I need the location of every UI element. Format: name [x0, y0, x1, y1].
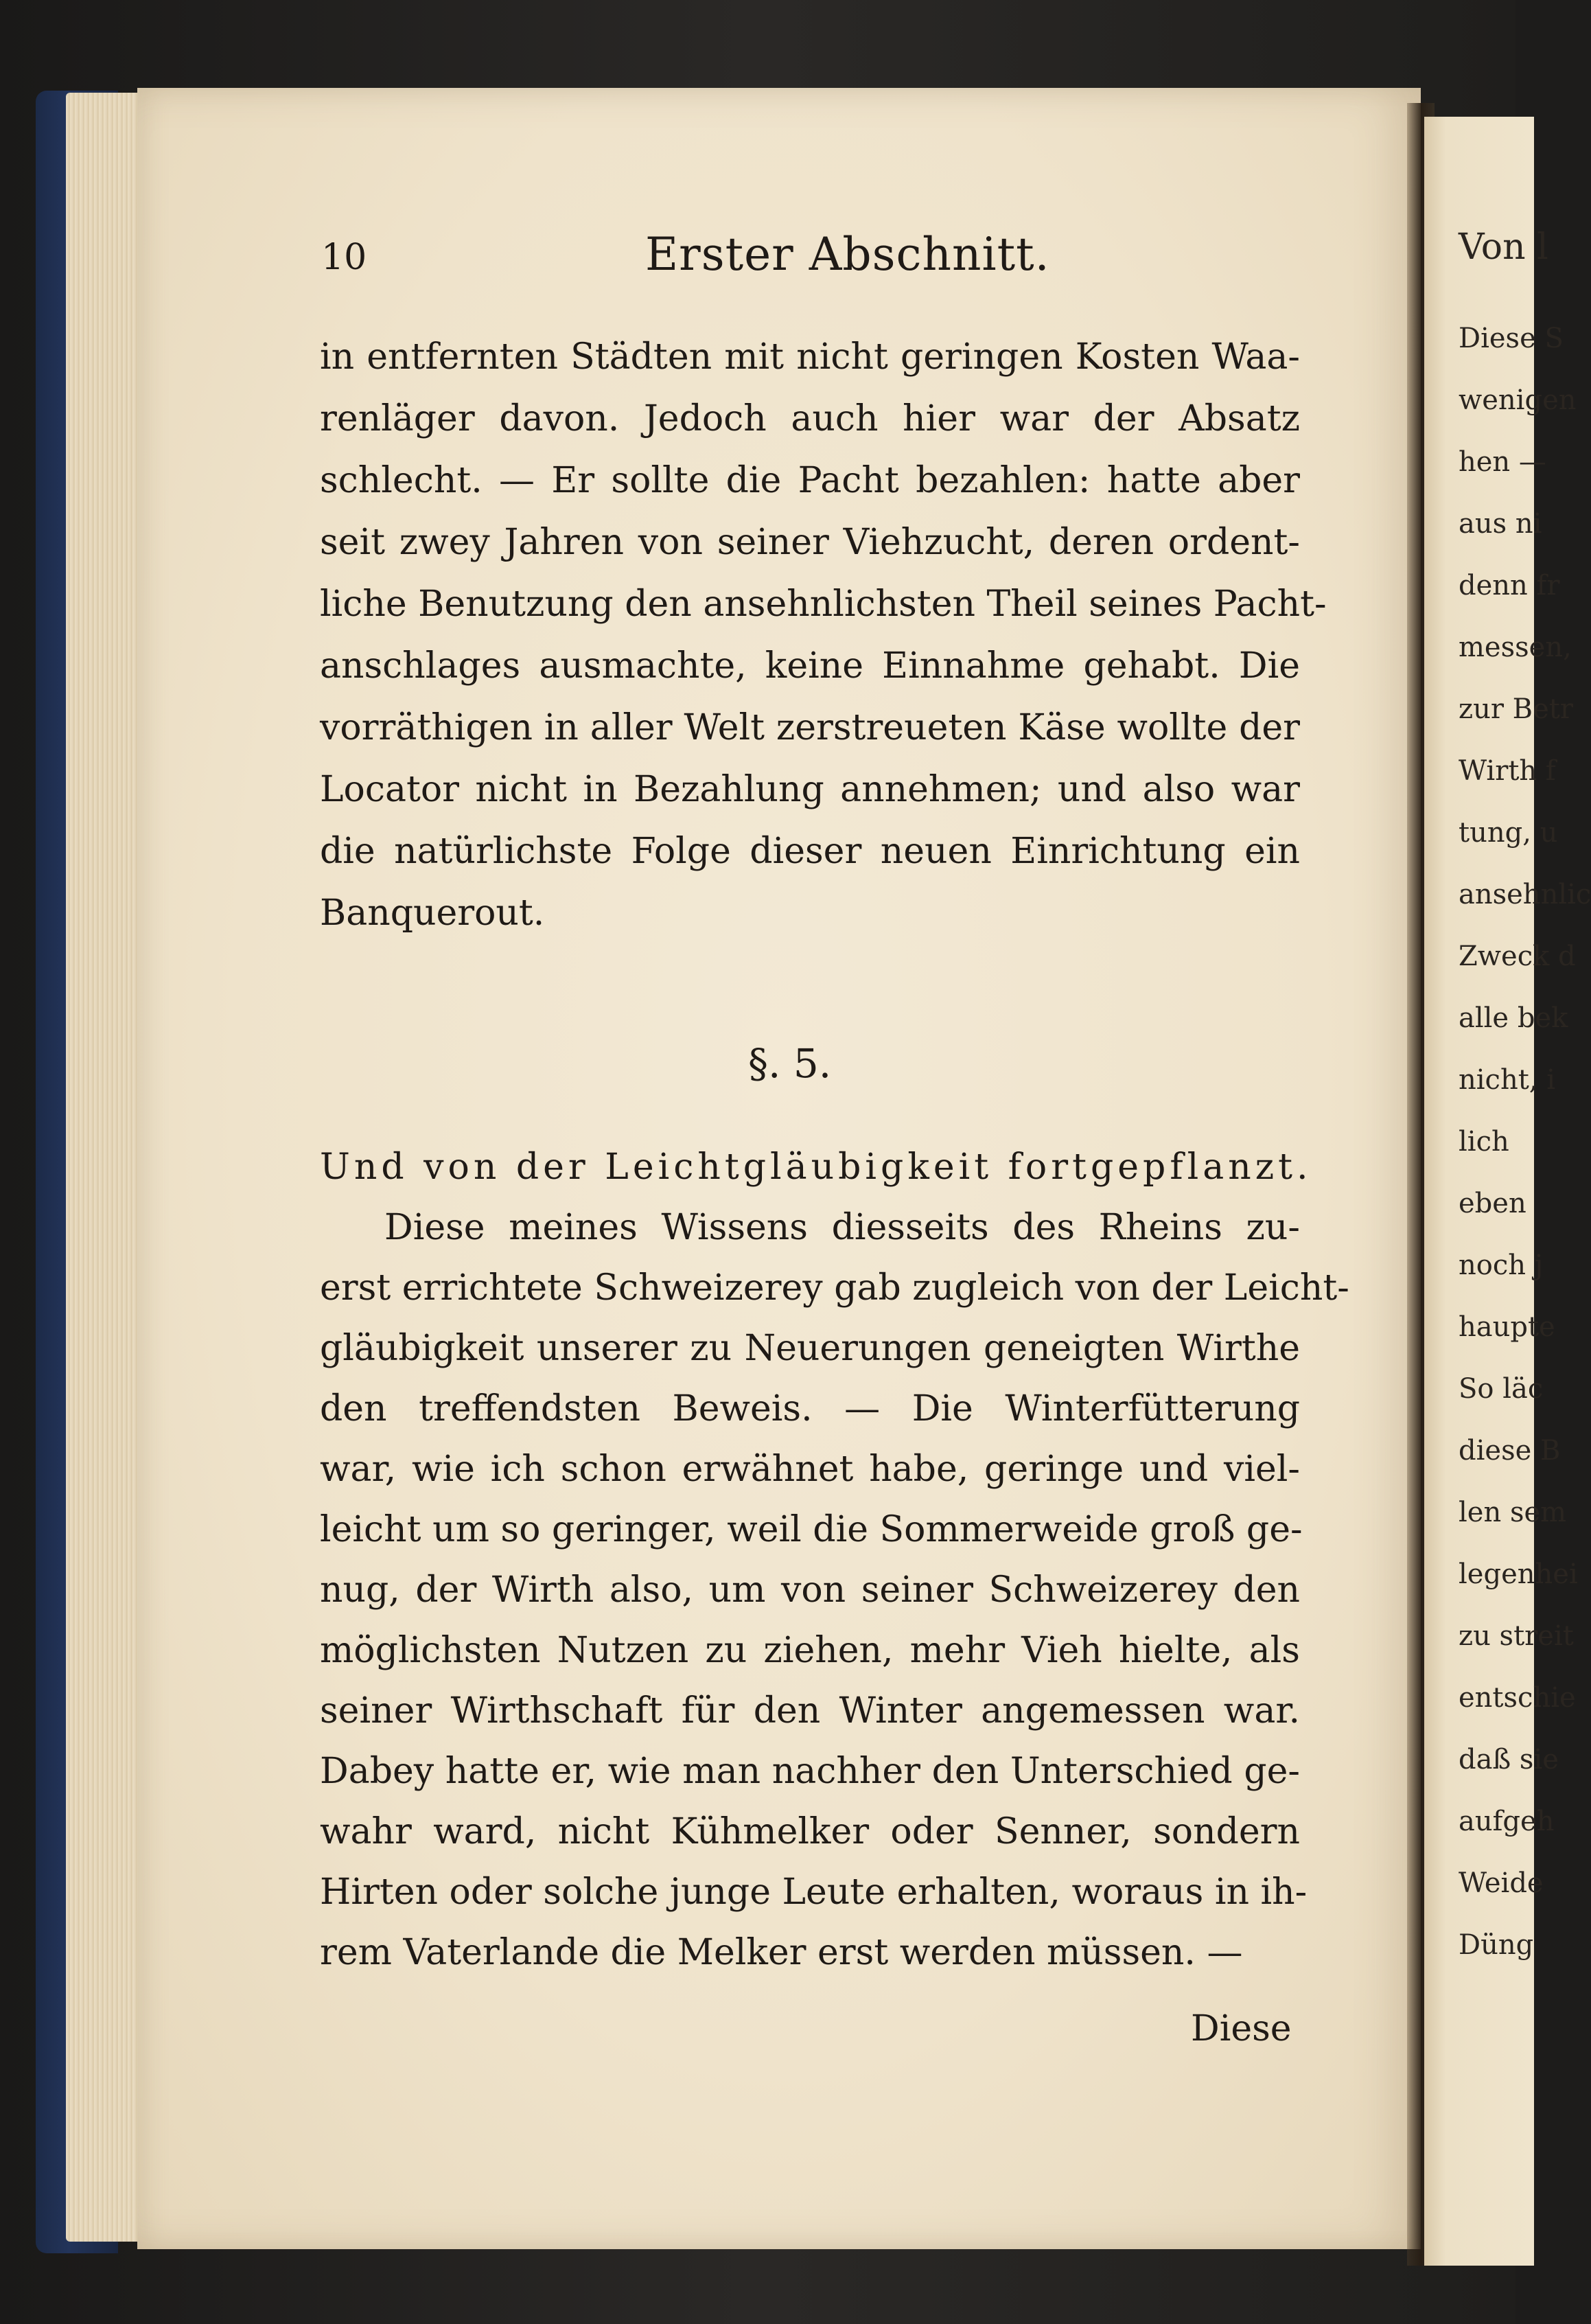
facing-line: Wirth f	[1459, 755, 1556, 787]
facing-line: nicht, i	[1459, 1064, 1556, 1096]
facing-line: So läc	[1459, 1373, 1544, 1405]
section-mark: §. 5.	[748, 1040, 832, 1087]
text-line: in entfernten Städten mit nicht geringen Kosten Waa-	[320, 336, 1300, 378]
facing-page-fragment	[1424, 117, 1591, 2266]
facing-line: aufgeh	[1459, 1806, 1555, 1837]
facing-line: denn fr	[1459, 570, 1560, 601]
text-line: erst errichtete Schweizerey gab zugleich von der Leicht-	[320, 1267, 1349, 1309]
facing-line: zur Betr	[1459, 693, 1573, 725]
facing-line: diese B	[1459, 1435, 1561, 1466]
facing-line: Weide	[1459, 1867, 1544, 1899]
text-line: rem Vaterlande die Melker erst werden müssen. —	[320, 1932, 1243, 1973]
facing-page-header: Von l	[1459, 227, 1548, 268]
facing-line: alle bek	[1459, 1002, 1568, 1034]
facing-line: eben	[1459, 1188, 1526, 1219]
section-subtitle: Und von der Leichtgläubigkeit fortgepflanzt.	[320, 1147, 1312, 1188]
page-number: 10	[321, 237, 367, 278]
facing-line: noch j	[1459, 1250, 1544, 1281]
text-line: renläger davon. Jedoch auch hier war der Absatz	[320, 398, 1300, 439]
facing-line: Zweck d	[1459, 941, 1576, 972]
text-line: Locator nicht in Bezahlung annehmen; und also war	[320, 769, 1300, 810]
facing-line: ansehnlic	[1459, 879, 1591, 910]
text-line: Hirten oder solche junge Leute erhalten, woraus in ih-	[320, 1872, 1308, 1913]
facing-line: Düng	[1459, 1929, 1534, 1961]
text-line: gläubigkeit unserer zu Neuerungen geneigten Wirthe	[320, 1328, 1300, 1369]
text-line: seiner Wirthschaft für den Winter angemessen war.	[320, 1690, 1300, 1732]
text-line: vorräthigen in aller Welt zerstreueten Käse wollte der	[320, 707, 1300, 748]
text-line: Dabey hatte er, wie man nachher den Unterschied ge-	[320, 1751, 1300, 1792]
text-line: den treffendsten Beweis. — Die Winterfütterung	[320, 1388, 1300, 1429]
text-line: seit zwey Jahren von seiner Viehzucht, deren ordent-	[320, 522, 1300, 563]
text-line: war, wie ich schon erwähnet habe, geringe und viel-	[320, 1449, 1300, 1490]
text-line: möglichsten Nutzen zu ziehen, mehr Vieh hielte, als	[320, 1630, 1300, 1671]
text-line: schlecht. — Er sollte die Pacht bezahlen: hatte aber	[320, 460, 1300, 501]
text-line: Banquerout.	[320, 893, 545, 934]
facing-line: entschie	[1459, 1682, 1576, 1714]
catchword: Diese	[1191, 2008, 1292, 2049]
facing-line: hen —	[1459, 446, 1546, 478]
facing-line: wenigen	[1459, 384, 1577, 416]
facing-line: legenhei	[1459, 1558, 1578, 1590]
facing-line: haupte	[1459, 1311, 1555, 1343]
facing-line: len sem	[1459, 1497, 1567, 1528]
facing-line: tung, u	[1459, 817, 1558, 849]
facing-line: messen,	[1459, 632, 1572, 663]
text-line: nug, der Wirth also, um von seiner Schweizerey den	[320, 1569, 1300, 1611]
facing-line: zu streit	[1459, 1620, 1574, 1652]
text-line: anschlages ausmachte, keine Einnahme gehabt. Die	[320, 645, 1300, 687]
page-block-edges	[66, 93, 141, 2242]
facing-line: daß sie	[1459, 1744, 1559, 1775]
text-line: Diese meines Wissens diesseits des Rheins zu-	[384, 1207, 1300, 1248]
facing-line: Diese S	[1459, 323, 1564, 354]
facing-line: aus ni	[1459, 508, 1542, 540]
text-line: wahr ward, nicht Kühmelker oder Senner, sondern	[320, 1811, 1300, 1852]
text-line: die natürlichste Folge dieser neuen Einrichtung ein	[320, 831, 1300, 872]
facing-line: lich	[1459, 1126, 1509, 1158]
text-line: leicht um so geringer, weil die Sommerweide groß ge-	[320, 1509, 1303, 1550]
text-line: liche Benutzung den ansehnlichsten Theil seines Pacht-	[320, 584, 1327, 625]
running-head: Erster Abschnitt.	[645, 228, 1050, 281]
